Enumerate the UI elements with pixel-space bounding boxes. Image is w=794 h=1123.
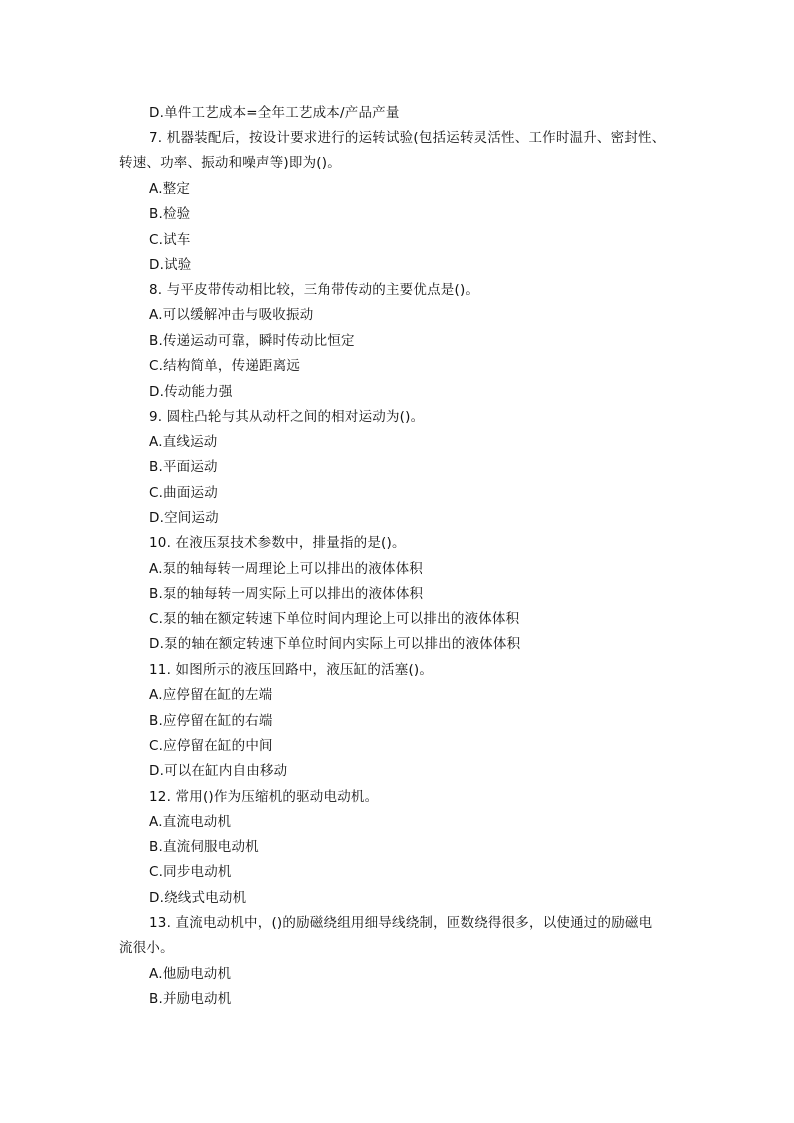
option-line: A.直线运动 [149, 434, 218, 450]
question-line: 12. 常用()作为压缩机的驱动电动机。 [149, 789, 379, 805]
question-line: 8. 与平皮带传动相比较，三角带传动的主要优点是()。 [149, 282, 480, 298]
question-line: 11. 如图所示的液压回路中，液压缸的活塞()。 [149, 662, 434, 678]
option-line: B.并励电动机 [149, 991, 232, 1007]
option-line: D.泵的轴在额定转速下单位时间内实际上可以排出的液体体积 [149, 636, 521, 652]
option-line: C.曲面运动 [149, 485, 218, 501]
question-line: 7. 机器装配后，按设计要求进行的运转试验(包括运转灵活性、工作时温升、密封性、 [149, 130, 666, 146]
option-line: C.同步电动机 [149, 864, 232, 880]
question-continuation-line: 流很小。 [119, 940, 174, 956]
option-line: A.直流电动机 [149, 814, 232, 830]
option-line: B.传递运动可靠，瞬时传动比恒定 [149, 333, 355, 349]
option-line: D.绕线式电动机 [149, 890, 247, 906]
option-line: B.应停留在缸的右端 [149, 713, 273, 729]
option-line: C.试车 [149, 232, 191, 248]
option-line: D.传动能力强 [149, 384, 233, 400]
option-line: C.应停留在缸的中间 [149, 738, 273, 754]
option-line: B.平面运动 [149, 459, 218, 475]
option-line: D.单件工艺成本=全年工艺成本/产品产量 [149, 105, 400, 121]
option-line: C.结构简单，传递距离远 [149, 358, 301, 374]
option-line: A.他励电动机 [149, 966, 232, 982]
question-line: 9. 圆柱凸轮与其从动杆之间的相对运动为()。 [149, 409, 425, 425]
option-line: C.泵的轴在额定转速下单位时间内理论上可以排出的液体体积 [149, 611, 520, 627]
question-line: 10. 在液压泵技术参数中，排量指的是()。 [149, 535, 406, 551]
option-line: A.可以缓解冲击与吸收振动 [149, 307, 314, 323]
option-line: D.可以在缸内自由移动 [149, 763, 288, 779]
option-line: B.泵的轴每转一周实际上可以排出的液体体积 [149, 586, 424, 602]
question-line: 13. 直流电动机中，()的励磁绕组用细导线绕制，匝数绕得很多，以使通过的励磁电 [149, 915, 653, 931]
option-line: A.应停留在缸的左端 [149, 687, 273, 703]
option-line: A.整定 [149, 181, 191, 197]
option-line: D.试验 [149, 257, 192, 273]
question-continuation-line: 转速、功率、振动和噪声等)即为()。 [119, 155, 341, 171]
option-line: A.泵的轴每转一周理论上可以排出的液体体积 [149, 561, 423, 577]
option-line: B.检验 [149, 206, 191, 222]
option-line: B.直流伺服电动机 [149, 839, 259, 855]
option-line: D.空间运动 [149, 510, 219, 526]
